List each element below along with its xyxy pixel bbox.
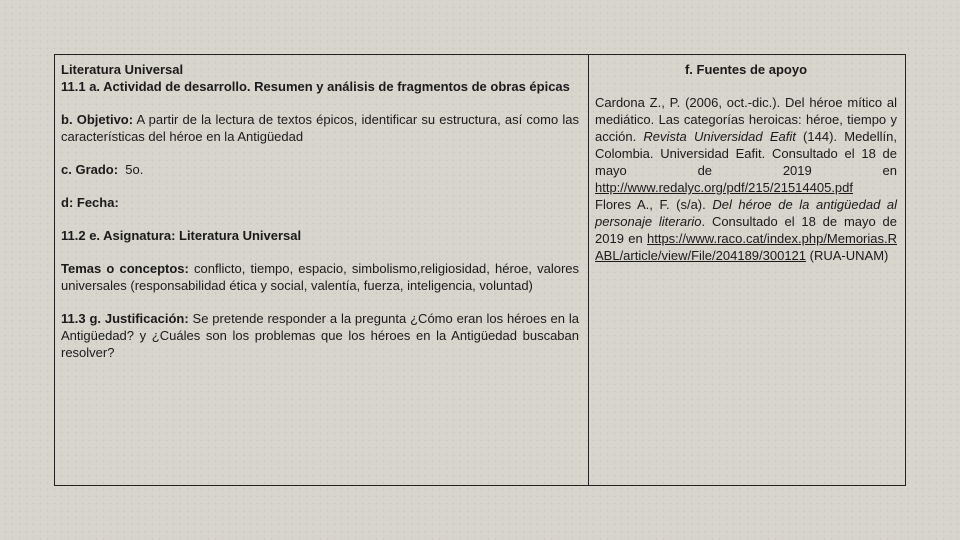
left-column	[61, 61, 579, 361]
topics-paragraph	[61, 260, 579, 294]
reference-2-link[interactable]: https://www.raco.cat/index.php/Memorias.RABL/article/view/File/204189/300121	[595, 231, 897, 263]
objective-text: A partir de la lectura de textos épicos, identificar su estructura, así como las características del héroe en la Antigüedad	[61, 112, 579, 144]
date-label: d: Fecha:	[61, 195, 119, 210]
grade-line	[61, 161, 579, 178]
reference-2-text: Flores A., F. (s/a).	[595, 197, 713, 212]
column-divider	[588, 55, 589, 485]
justification-label: 11.3 g. Justificación:	[61, 311, 189, 326]
reference-1-link[interactable]: http://www.redalyc.org/pdf/215/21514405.pdf	[595, 180, 854, 195]
justification-paragraph	[61, 310, 579, 361]
objective-label: b. Objetivo:	[61, 112, 134, 127]
topics-label: Temas o conceptos:	[61, 261, 189, 276]
reference-2	[595, 196, 897, 264]
topics-text: conflicto, tiempo, espacio, simbolismo,religiosidad, héroe, valores universales (responsabilidad ética y social, valentía, fuerza, inteligencia, voluntad)	[61, 261, 580, 293]
reference-2-title: Del héroe de la antigüedad al personaje literario	[595, 197, 897, 229]
grade-label: c. Grado:	[61, 162, 119, 177]
sources-heading: f. Fuentes de apoyo	[684, 62, 808, 77]
justification-text: Se pretende responder a la pregunta ¿Cómo eran los héroes en la Antigüedad? y ¿Cuáles son los problemas que los héroes en la Antigüedad buscaban resolver?	[61, 311, 579, 360]
reference-1	[595, 94, 897, 196]
objective-paragraph	[61, 111, 579, 145]
activity-heading: 11.1 a. Actividad de desarrollo. Resumen y análisis de fragmentos de obras épicas	[61, 79, 570, 94]
right-column	[595, 61, 897, 264]
reference-2-text-b: . Consultado el 18 de mayo de 2019 en	[595, 214, 897, 246]
reference-1-journal: Revista Universidad Eafit	[643, 129, 796, 144]
reference-1-text-b: (144). Medellín, Colombia. Universidad Eafit. Consultado el 18 de mayo de 2019 en	[595, 129, 897, 178]
reference-1-text: Cardona Z., P. (2006, oct.-dic.). Del héroe mítico al mediático. Las categorías heroicas: héroe, tiempo y acción.	[595, 95, 897, 144]
content-table	[54, 54, 906, 486]
subject-title: Literatura Universal	[61, 62, 184, 77]
grade-value: 5o.	[118, 162, 144, 177]
subject-line: 11.2 e. Asignatura: Literatura Universal	[61, 228, 302, 243]
reference-2-suffix: (RUA-UNAM)	[806, 248, 889, 263]
